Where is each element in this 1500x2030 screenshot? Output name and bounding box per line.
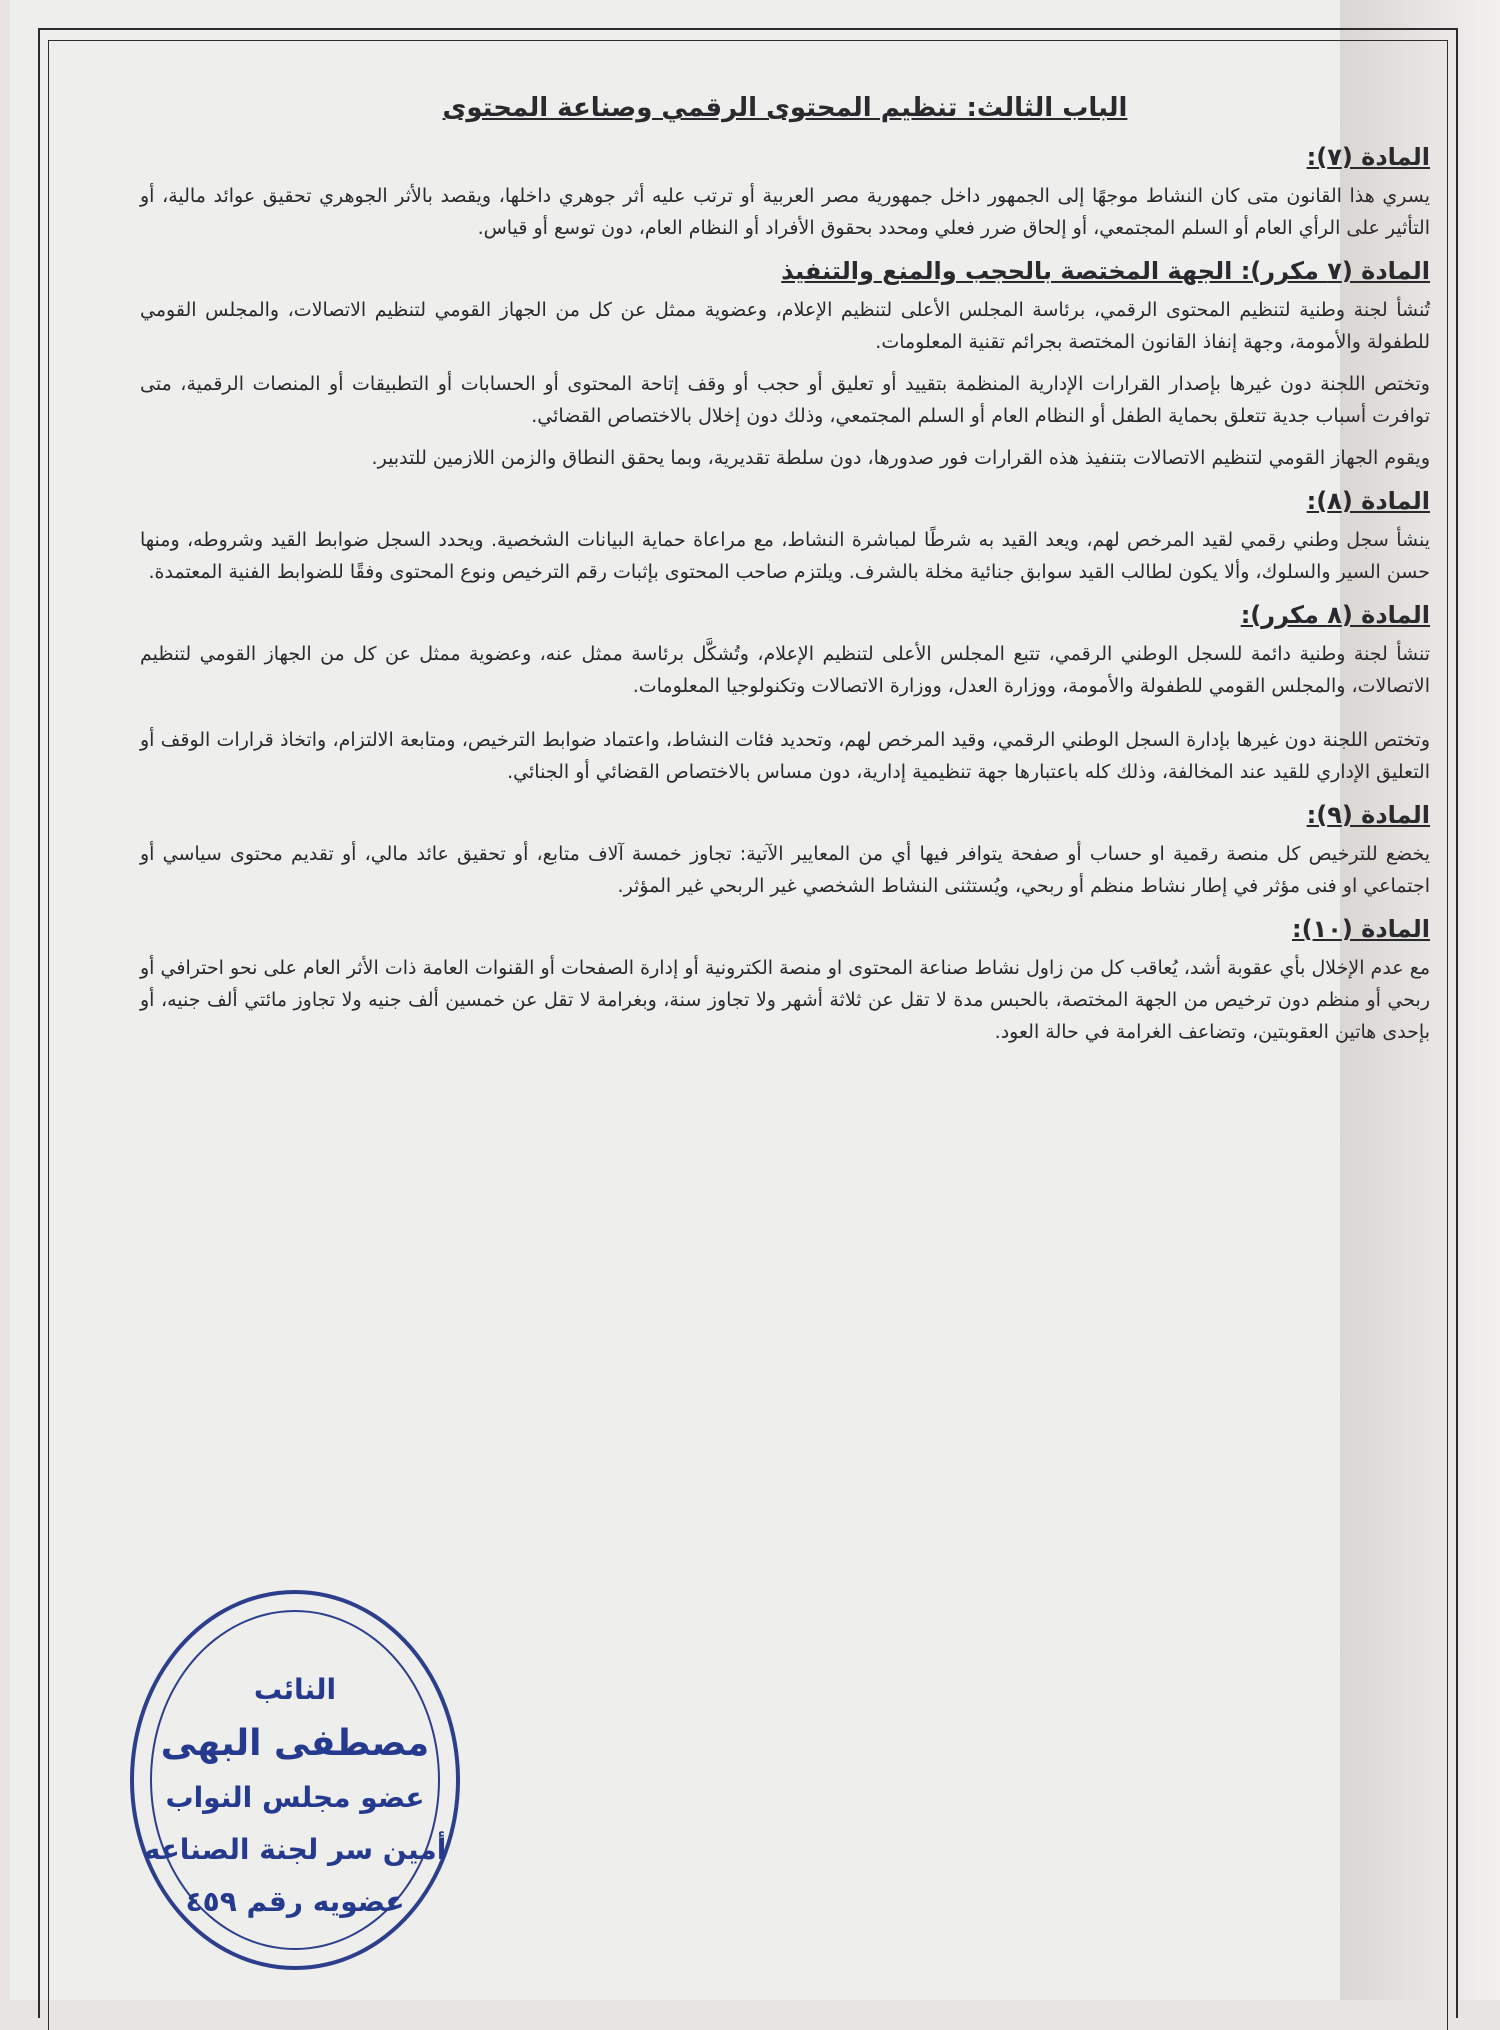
document-body — [140, 80, 1430, 1058]
article-heading: المادة (٧ مكرر): الجهة المختصة بالحجب والمنع والتنفيذ — [781, 257, 1430, 285]
article-paragraph: ويقوم الجهاز القومي لتنظيم الاتصالات بتنفيذ هذه القرارات فور صدورها، دون سلطة تقديرية، وبما يحقق النطاق والزمن اللازمين للتدبير. — [371, 447, 1430, 469]
article-heading: المادة (١٠): — [1291, 915, 1430, 943]
chapter-title: الباب الثالث: تنظيم المحتوى الرقمي وصناعة المحتوى — [442, 93, 1128, 123]
stamp-membership: عضويه رقم ٤٥٩ — [185, 1885, 405, 1918]
article-8-bis — [140, 598, 1430, 788]
article-7-bis — [140, 254, 1430, 474]
article-heading: المادة (٧): — [1306, 143, 1430, 171]
article-paragraph: تُنشأ لجنة وطنية لتنظيم المحتوى الرقمي، برئاسة المجلس الأعلى لتنظيم الإعلام، وعضوية ممثل عن كل من الجهاز القومي لتنظيم الاتصالات، والمجلس القومي للطفولة والأمومة، وجهة إنفاذ القانون المختصة بجرائم تقنية المعلومات. — [140, 299, 1430, 353]
article-paragraph: وتختص اللجنة دون غيرها بإدارة السجل الوطني الرقمي، وقيد المرخص لهم، وتحديد فئات النشاط، واعتماد ضوابط الترخيص، ومتابعة الالتزام، واتخاذ قرارات الوقف أو التعليق الإداري للقيد عند المخالفة، وذلك كله باعتبارها جهة تنظيمية إدارية، دون مساس بالاختصاص القضائي أو الجنائي. — [140, 729, 1430, 783]
article-paragraph: مع عدم الإخلال بأي عقوبة أشد، يُعاقب كل من زاول نشاط صناعة المحتوى او منصة الكترونية أو إدارة الصفحات أو القنوات العامة ذات الأثر العام على نحو احترافي أو ربحي أو منظم دون ترخيص من الجهة المختصة، بالحبس مدة لا تقل عن ثلاثة أشهر ولا تجاوز سنة، وبغرامة لا تقل عن خمسين ألف جنيه ولا تجاوز مائتي ألف جنيه، أو بإحدى هاتين العقوبتين، وتضاعف الغرامة في حالة العود. — [140, 957, 1430, 1043]
article-8 — [140, 484, 1430, 588]
article-9 — [140, 798, 1430, 902]
stamp-committee: أمين سر لجنة الصناعه — [143, 1833, 447, 1866]
article-paragraph: يسري هذا القانون متى كان النشاط موجهًا إلى الجمهور داخل جمهورية مصر العربية أو ترتب عليه أثر جوهري داخلها، ويقصد بالأثر الجوهري تحقيق عوائد مالية، أو التأثير على الرأي العام أو السلم المجتمعي، أو إلحاق ضرر فعلي ومحدد بحقوق الأفراد أو النظام العام، دون توسع أو قياس. — [140, 185, 1430, 239]
stamp-role: عضو مجلس النواب — [165, 1781, 425, 1814]
article-heading: المادة (٨ مكرر): — [1240, 601, 1430, 629]
article-heading: المادة (٩): — [1306, 801, 1430, 829]
article-7 — [140, 140, 1430, 244]
article-paragraph: يخضع للترخيص كل منصة رقمية او حساب أو صفحة يتوافر فيها أي من المعايير الآتية: تجاوز خمسة آلاف متابع، أو تحقيق عائد مالي، أو تقديم محتوى سياسي أو اجتماعي او فنى مؤثر في إطار نشاط منظم أو ربحي، ويُستثنى النشاط الشخصي غير الربحي غير المؤثر. — [140, 843, 1430, 897]
article-paragraph: ينشأ سجل وطني رقمي لقيد المرخص لهم، ويعد القيد به شرطًا لمباشرة النشاط، مع مراعاة حماية البيانات الشخصية. ويحدد السجل ضوابط القيد وشروطه، ومنها حسن السير والسلوك، وألا يكون لطالب القيد سوابق جنائية مخلة بالشرف. ويلتزم صاحب المحتوى بإثبات رقم الترخيص ونوع المحتوى وفقًا للضوابط الفنية المعتمدة. — [140, 529, 1430, 583]
official-stamp — [130, 1590, 460, 1970]
stamp-name: مصطفى البهى — [160, 1723, 430, 1764]
article-paragraph: وتختص اللجنة دون غيرها بإصدار القرارات الإدارية المنظمة بتقييد أو تعليق أو حجب أو وقف إتاحة المحتوى أو الحسابات أو التطبيقات أو المنصات الرقمية، متى توافرت أسباب جدية تتعلق بحماية الطفل أو النظام العام أو السلم المجتمعي، وذلك دون إخلال بالاختصاص القضائي. — [140, 373, 1430, 427]
article-heading: المادة (٨): — [1306, 487, 1430, 515]
article-10 — [140, 912, 1430, 1048]
article-paragraph: تنشأ لجنة وطنية دائمة للسجل الوطني الرقمي، تتبع المجلس الأعلى لتنظيم الإعلام، وتُشكَّل برئاسة ممثل عنه، وعضوية ممثل عن كل من الجهاز القومي لتنظيم الاتصالات، والمجلس القومي للطفولة والأمومة، ووزارة العدل، ووزارة الاتصالات وتكنولوجيا المعلومات. — [140, 643, 1430, 697]
stamp-title: النائب — [253, 1673, 337, 1706]
stamp-text — [134, 1664, 456, 1928]
